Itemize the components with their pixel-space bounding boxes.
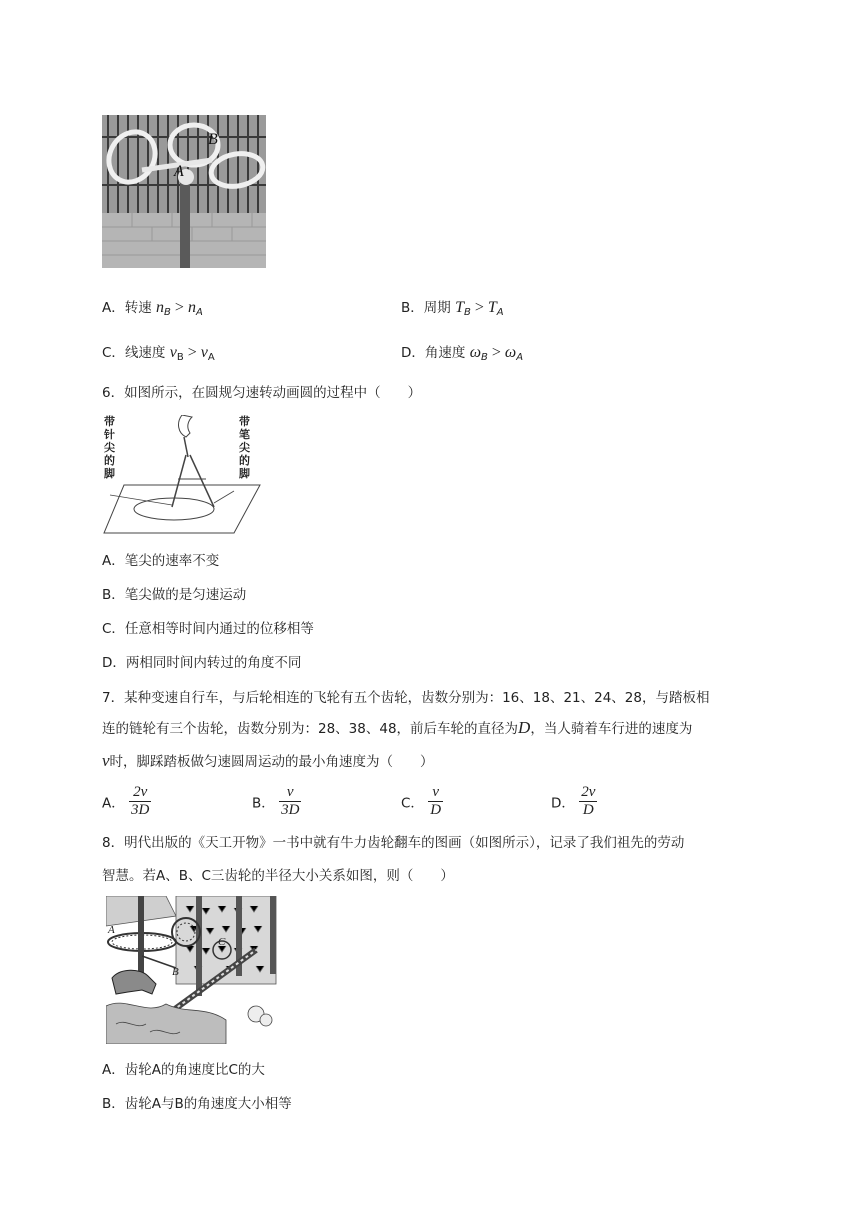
pen-leg-label: 带笔尖的脚 [239, 415, 250, 480]
needle-leg-label: 带针尖的脚 [104, 415, 115, 480]
q7-line1: 7．某种变速自行车，与后轮相连的飞轮有五个齿轮，齿数分别为：16、18、21、24、28，与踏板相 [102, 690, 710, 706]
q6-option-b: B．笔尖做的是匀速运动 [102, 587, 247, 603]
q6-stem: 6．如图所示，在圆规匀速转动画圆的过程中（ ） [102, 385, 422, 401]
ox-gear-waterwheel-figure [106, 896, 280, 1044]
q5-option-c: C．线速度 $v_B > v_A$ [102, 344, 215, 363]
fitness-wheel-figure [102, 115, 266, 268]
q7-line2: 连的链轮有三个齿轮，齿数分别为：28、38、48，前后车轮的直径为D，当人骑着车行进的速度为 [102, 718, 693, 737]
q7-option-a: A． $\frac{2v}{3D}$ [102, 784, 150, 818]
q5-option-b: B．周期 $T_B > T_A$ [401, 299, 504, 318]
q7-option-b: B． $\frac{v}{3D}$ [252, 784, 300, 818]
gear-a-label: A [108, 924, 115, 936]
q5-option-d: D．角速度 $\omega_B > \omega_A$ [401, 344, 524, 363]
point-a-label: A [174, 163, 184, 180]
q8-line1: 8．明代出版的《天工开物》一书中就有牛力齿轮翻车的图画（如图所示），记录了我们祖先的劳动 [102, 835, 685, 851]
q7-option-d: D． $\frac{2v}{D}$ [551, 784, 596, 818]
q7-line3: v时，脚踩踏板做匀速圆周运动的最小角速度为（ ） [102, 751, 434, 770]
point-b-label: B [208, 131, 218, 148]
gear-b-label: B [172, 966, 179, 978]
q8-line2: 智慧。若A、B、C三齿轮的半径大小关系如图，则（ ） [102, 868, 454, 884]
q8-option-a: A．齿轮A的角速度比C的大 [102, 1062, 265, 1078]
q6-option-a: A．笔尖的速率不变 [102, 553, 220, 569]
compass-figure [102, 415, 262, 535]
q6-option-c: C．任意相等时间内通过的位移相等 [102, 621, 314, 637]
gear-c-label: C [218, 936, 226, 948]
q5-option-a: A．转速 $n_B > n_A$ [102, 299, 203, 318]
q7-option-c: C． $\frac{v}{D}$ [401, 784, 442, 818]
q6-option-d: D．两相同时间内转过的角度不同 [102, 655, 302, 671]
q8-option-b: B．齿轮A与B的角速度大小相等 [102, 1096, 292, 1112]
